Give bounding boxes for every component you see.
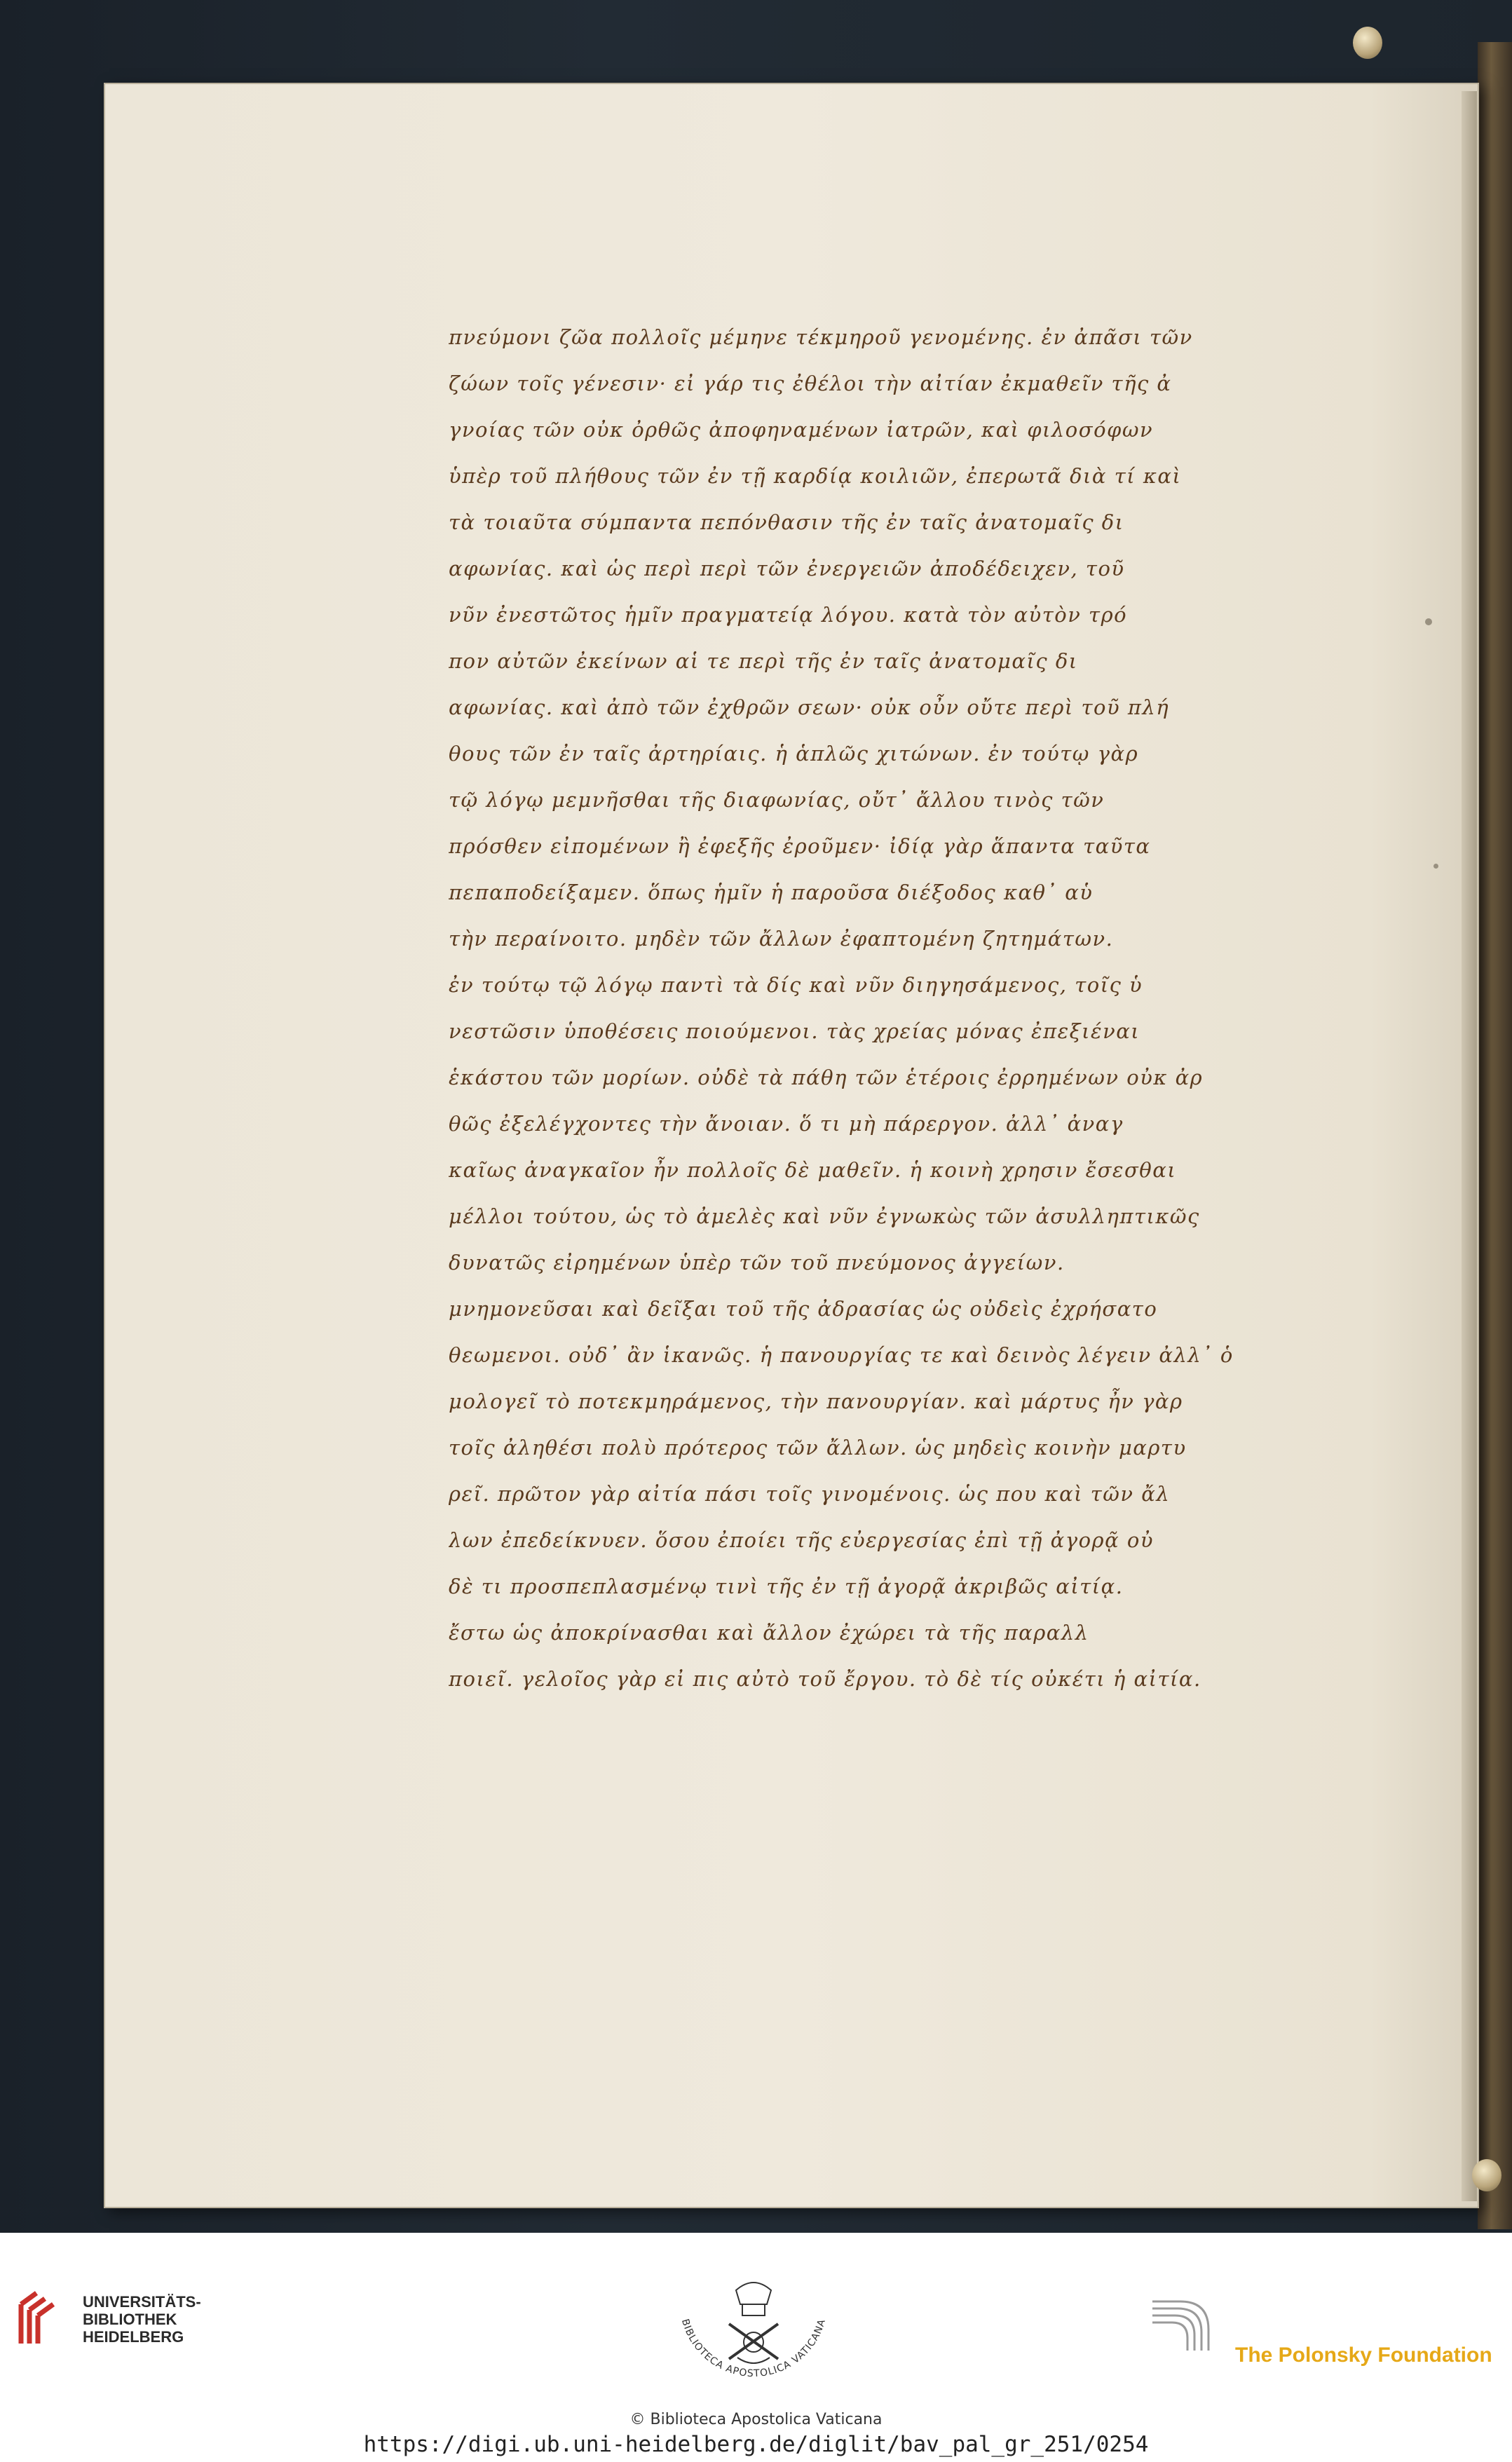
manuscript-line: πεπαποδείξαμεν. ὅπως ἡμῖν ἡ παροῦσα διέξοδος καθ᾽ αὑ: [449, 880, 1094, 904]
ub-heidelberg-logo[interactable]: [15, 2290, 70, 2345]
manuscript-line: πον αὐτῶν ἐκείνων αἱ τε περὶ τῆς ἐν ταῖς ἀνατομαῖς δι: [449, 649, 1078, 673]
manuscript-line: μολογεῖ τὸ ποτεκμηράμενος, τὴν πανουργίαν. καὶ μάρτυς ἦν γὰρ: [449, 1389, 1183, 1413]
ub-wordmark-line: HEIDELBERG: [83, 2328, 184, 2346]
manuscript-line: τὰ τοιαῦτα σύμπαντα πεπόνθασιν τῆς ἐν ταῖς ἀνατομαῖς δι: [449, 510, 1124, 534]
ink-spot: [1433, 864, 1438, 869]
manuscript-line: πνεύμονι ζῶα πολλοῖς μέμηνε τέκμηροῦ γενομένης. ἐν ἀπᾶσι τῶν: [449, 325, 1193, 349]
manuscript-line: αφωνίας. καὶ ἀπὸ τῶν ἐχθρῶν σεων· οὐκ οὖν οὔτε περὶ τοῦ πλή: [449, 695, 1170, 719]
manuscript-line: πρόσθεν εἰπομένων ἢ ἐφεξῆς ἐροῦμεν· ἰδίᾳ γὰρ ἅπαντα ταῦτα: [449, 834, 1151, 858]
manuscript-line: ποιεῖ. γελοῖος γὰρ εἰ πις αὐτὸ τοῦ ἔργου. τὸ δὲ τίς οὐκέτι ἡ αἰτία.: [449, 1667, 1201, 1691]
manuscript-line: ζώων τοῖς γένεσιν· εἰ γάρ τις ἐθέλοι τὴν αἰτίαν ἐκμαθεῖν τῆς ἀ: [449, 372, 1172, 395]
manuscript-line: τῷ λόγῳ μεμνῆσθαι τῆς διαφωνίας, οὔτ᾽ ἄλλου τινὸς τῶν: [449, 788, 1105, 812]
manuscript-line: τὴν περαίνοιτο. μηδὲν τῶν ἄλλων ἐφαπτομένη ζητημάτων.: [449, 927, 1114, 951]
clasp-bottom: [1472, 2159, 1501, 2191]
ub-heidelberg-wordmark[interactable]: [83, 2293, 201, 2346]
manuscript-line: γνοίας τῶν οὐκ ὀρθῶς ἀποφηναμένων ἰατρῶν, καὶ φιλοσόφων: [449, 418, 1154, 442]
manuscript-line: καῖως ἀναγκαῖον ἦν πολλοῖς δὲ μαθεῖν. ἡ κοινὴ χρησιν ἔσεσθαι: [449, 1158, 1177, 1182]
manuscript-line: ρεῖ. πρῶτον γὰρ αἰτία πάσι τοῖς γινομένοις. ὡς που καὶ τῶν ἄλ: [449, 1482, 1171, 1506]
page-url[interactable]: https://digi.ub.uni-heidelberg.de/diglit/bav_pal_gr_251/0254: [363, 2432, 1149, 2457]
manuscript-text: [449, 314, 1290, 1702]
manuscript-line: αφωνίας. καὶ ὡς περὶ περὶ τῶν ἐνεργειῶν ἀποδέδειχεν, τοῦ: [449, 557, 1125, 580]
vatican-library-seal: [659, 2275, 848, 2408]
manuscript-line: θεωμενοι. οὐδ᾽ ἂν ἱκανῶς. ἡ πανουργίας τε καὶ δεινὸς λέγειν ἀλλ᾽ ὁ: [449, 1343, 1234, 1367]
copyright-notice: © Biblioteca Apostolica Vaticana: [629, 2411, 883, 2428]
manuscript-line: μνημονεῦσαι καὶ δεῖξαι τοῦ τῆς ἀδρασίας ὡς οὐδεὶς ἐχρήσατο: [449, 1297, 1158, 1321]
ub-wordmark-line: UNIVERSITÄTS-: [83, 2293, 201, 2311]
clasp-top: [1353, 27, 1382, 59]
polonsky-foundation-logo[interactable]: [1150, 2297, 1241, 2353]
manuscript-line: ἑκάστου τῶν μορίων. οὐδὲ τὰ πάθη τῶν ἑτέροις ἐρρημένων οὐκ ἀρ: [449, 1066, 1204, 1089]
manuscript-line: δυνατῶς εἰρημένων ὑπὲρ τῶν τοῦ πνεύμονος ἀγγείων.: [449, 1251, 1065, 1274]
manuscript-line: νῦν ἐνεστῶτος ἡμῖν πραγματείᾳ λόγου. κατὰ τὸν αὐτὸν τρό: [449, 603, 1128, 627]
manuscript-line: ὑπὲρ τοῦ πλήθους τῶν ἐν τῇ καρδίᾳ κοιλιῶν, ἐπερωτᾶ διὰ τί καὶ: [449, 464, 1182, 488]
manuscript-line: νεστῶσιν ὑποθέσεις ποιούμενοι. τὰς χρείας μόνας ἐπεξιέναι: [449, 1019, 1140, 1043]
manuscript-line: θῶς ἐξελέγχοντες τὴν ἄνοιαν. ὅ τι μὴ πάρεργον. ἀλλ᾽ ἀναγ: [449, 1112, 1124, 1136]
manuscript-line: μέλλοι τούτου, ὡς τὸ ἀμελὲς καὶ νῦν ἐγνωκὼς τῶν ἀσυλληπτικῶς: [449, 1204, 1200, 1228]
manuscript-line: ἔστω ὡς ἀποκρίνασθαι καὶ ἄλλον ἐχώρει τὰ τῆς παραλλ: [449, 1621, 1089, 1645]
manuscript-line: λων ἐπεδείκνυεν. ὅσου ἐποίει τῆς εὐεργεσίας ἐπὶ τῇ ἀγορᾷ οὐ: [449, 1528, 1154, 1552]
manuscript-line: ἐν τούτῳ τῷ λόγῳ παντὶ τὰ δίς καὶ νῦν διηγησάμενος, τοῖς ὑ: [449, 973, 1143, 997]
manuscript-line: θους τῶν ἐν ταῖς ἀρτηρίαις. ἡ ἁπλῶς χιτώνων. ἐν τούτῳ γὰρ: [449, 742, 1139, 766]
polonsky-foundation-wordmark[interactable]: The Polonsky Foundation: [1235, 2344, 1492, 2367]
folio-edge: [1462, 91, 1477, 2201]
svg-text:BIBLIOTECA APOSTOLICA VATICANA: [679, 2318, 828, 2379]
ub-wordmark-line: BIBLIOTHEK: [83, 2311, 177, 2328]
viewer-footer: [0, 2233, 1512, 2462]
book-binding: [1478, 42, 1512, 2229]
manuscript-line: τοῖς ἀληθέσι πολὺ πρότερος τῶν ἄλλων. ὡς μηδεὶς κοινὴν μαρτυ: [449, 1436, 1187, 1460]
manuscript-line: δὲ τι προσπεπλασμένῳ τινὶ τῆς ἐν τῇ ἀγορᾷ ἀκριβῶς αἰτίᾳ.: [449, 1575, 1124, 1598]
seal-ring-text: BIBLIOTECA APOSTOLICA VATICANA: [679, 2318, 829, 2380]
ink-spot: [1425, 618, 1432, 625]
